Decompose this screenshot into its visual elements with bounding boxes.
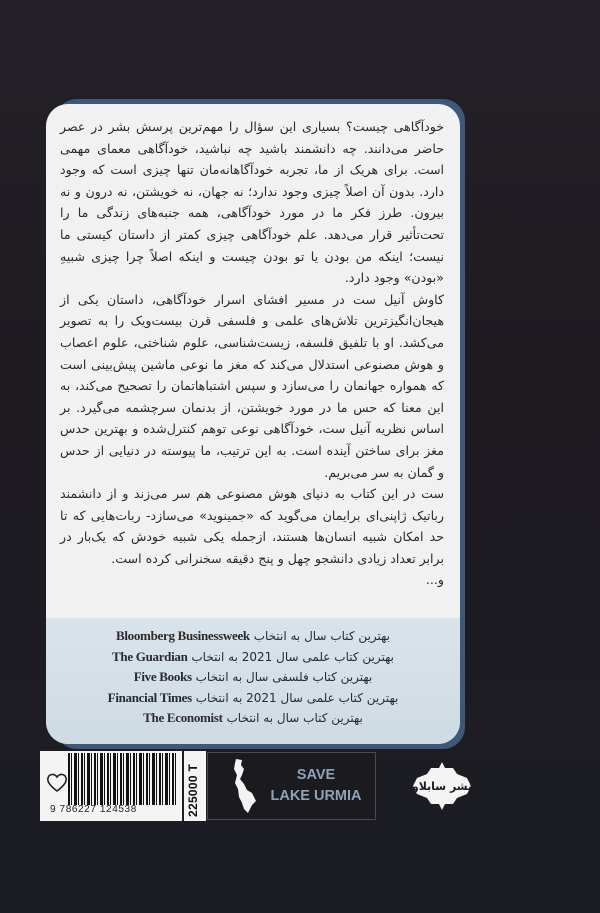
blurb-paragraph-3: ست در این کتاب به دنیای هوش مصنوعی هم سر می‌زند و از دانشمند رباتیک ژاپنی‌ای برایمان می‌گوید که «جمینوید» می‌سازد- ربات‌هایی که تا حد امکان شبیه انسان‌ها هستند، ازجمله یکی شبیه خودش که یک‌بار در برابر تعداد زیادی دانشجو چهل و پنج دقیقه سخنرانی کرده است. bbox=[60, 486, 444, 566]
svg-text:نشر سابلاو: نشر سابلاو bbox=[411, 780, 473, 793]
blurb-panel bbox=[46, 104, 460, 744]
blurb-paragraph-2: کاوش آنیل ست در مسیر افشای اسرار خودآگاهی، داستان یکی از هیجان‌انگیزترین تلاش‌های علمی و فلسفی قرن بیست‌ویک را به تصویر می‌کشد. او با تلفیق فلسفه، زیست‌شناسی، علوم شناختی، علوم اعصاب و هوش مصنوعی استدلال می‌کند که مغز ما نوعی ماشین پیش‌بینی است که همواره جهانمان را می‌سازد و سپس اشتباهاتمان را تصحیح می‌کند، به این معنا که حس ما در مورد خویشتن، از بدنمان سرچشمه می‌گیرد. بر اساس نظریه آنیل ست، خودآگاهی نوعی توهم کنترل‌شده و بهترین حدس مغز برای ساختن آینده است. به این ترتیب، ما پیوسته در دنیایی از حدس و گمان به سر می‌بریم. bbox=[60, 291, 444, 480]
award-prefix: بهترین کتاب سال به انتخاب bbox=[226, 711, 363, 725]
campaign-line-2: LAKE URMIA bbox=[270, 788, 362, 804]
award-source: The Economist bbox=[143, 710, 223, 725]
award-source: Financial Times bbox=[107, 689, 192, 705]
awards-band bbox=[46, 618, 460, 744]
save-lake-urmia-badge bbox=[207, 752, 376, 820]
isbn-barcode-box bbox=[40, 751, 182, 821]
blurb-paragraph-1: خودآگاهی چیست؟ بسیاری این سؤال را مهم‌ترین پرسش بشر در عصر حاضر می‌دانند. چه دانشمند باشید چه نباشید، خودآگاهی معمای مهمی است. برای هریک از ما، تجربه خودآگاهانه‌مان تنها چیزی است که وجود دارد. بدون آن اصلاً چیزی وجود ندارد؛ نه جهان، نه خویشتن، نه درون و نه بیرون. طرز فکر ما در مورد خودآگاهی، همه جنبه‌های زندگی ما را تحت‌تأثیر قرار می‌دهد. علم خودآگاهی چیزی کمتر از داستان کیستی ما نیست؛ اینکه من بودن یا تو بودن چیست و اینکه اصلاً چرا چیزی شبیهِ «بودن» وجود دارد. bbox=[60, 119, 444, 286]
price-box bbox=[184, 751, 206, 821]
campaign-line-1: SAVE bbox=[296, 767, 336, 783]
award-line bbox=[46, 667, 460, 688]
award-line bbox=[46, 688, 460, 709]
campaign-text bbox=[262, 765, 370, 807]
award-prefix: بهترین کتاب فلسفی سال به انتخاب bbox=[195, 670, 373, 684]
award-line bbox=[46, 626, 460, 647]
award-source: Five Books bbox=[133, 669, 192, 684]
award-prefix: بهترین کتاب علمی سال 2021 به انتخاب bbox=[191, 649, 394, 664]
award-line bbox=[46, 647, 460, 668]
award-prefix: بهترین کتاب سال به انتخاب bbox=[253, 629, 391, 643]
lake-urmia-map-icon bbox=[230, 757, 258, 815]
blurb-text bbox=[60, 116, 444, 591]
bottom-strip bbox=[40, 751, 380, 821]
award-prefix: بهترین کتاب علمی سال 2021 به انتخاب bbox=[195, 690, 399, 705]
blurb-ellipsis: و... bbox=[425, 572, 444, 588]
award-line bbox=[46, 708, 460, 729]
heart-logo-icon bbox=[45, 771, 69, 793]
isbn-number: 9 786227 124538 bbox=[50, 804, 137, 815]
price-label: 225000 T bbox=[186, 763, 200, 817]
publisher-logo-icon bbox=[409, 760, 475, 812]
award-source: Bloomberg Businessweek bbox=[115, 628, 250, 643]
award-source: The Guardian bbox=[112, 648, 188, 664]
barcode-icon bbox=[68, 753, 178, 805]
